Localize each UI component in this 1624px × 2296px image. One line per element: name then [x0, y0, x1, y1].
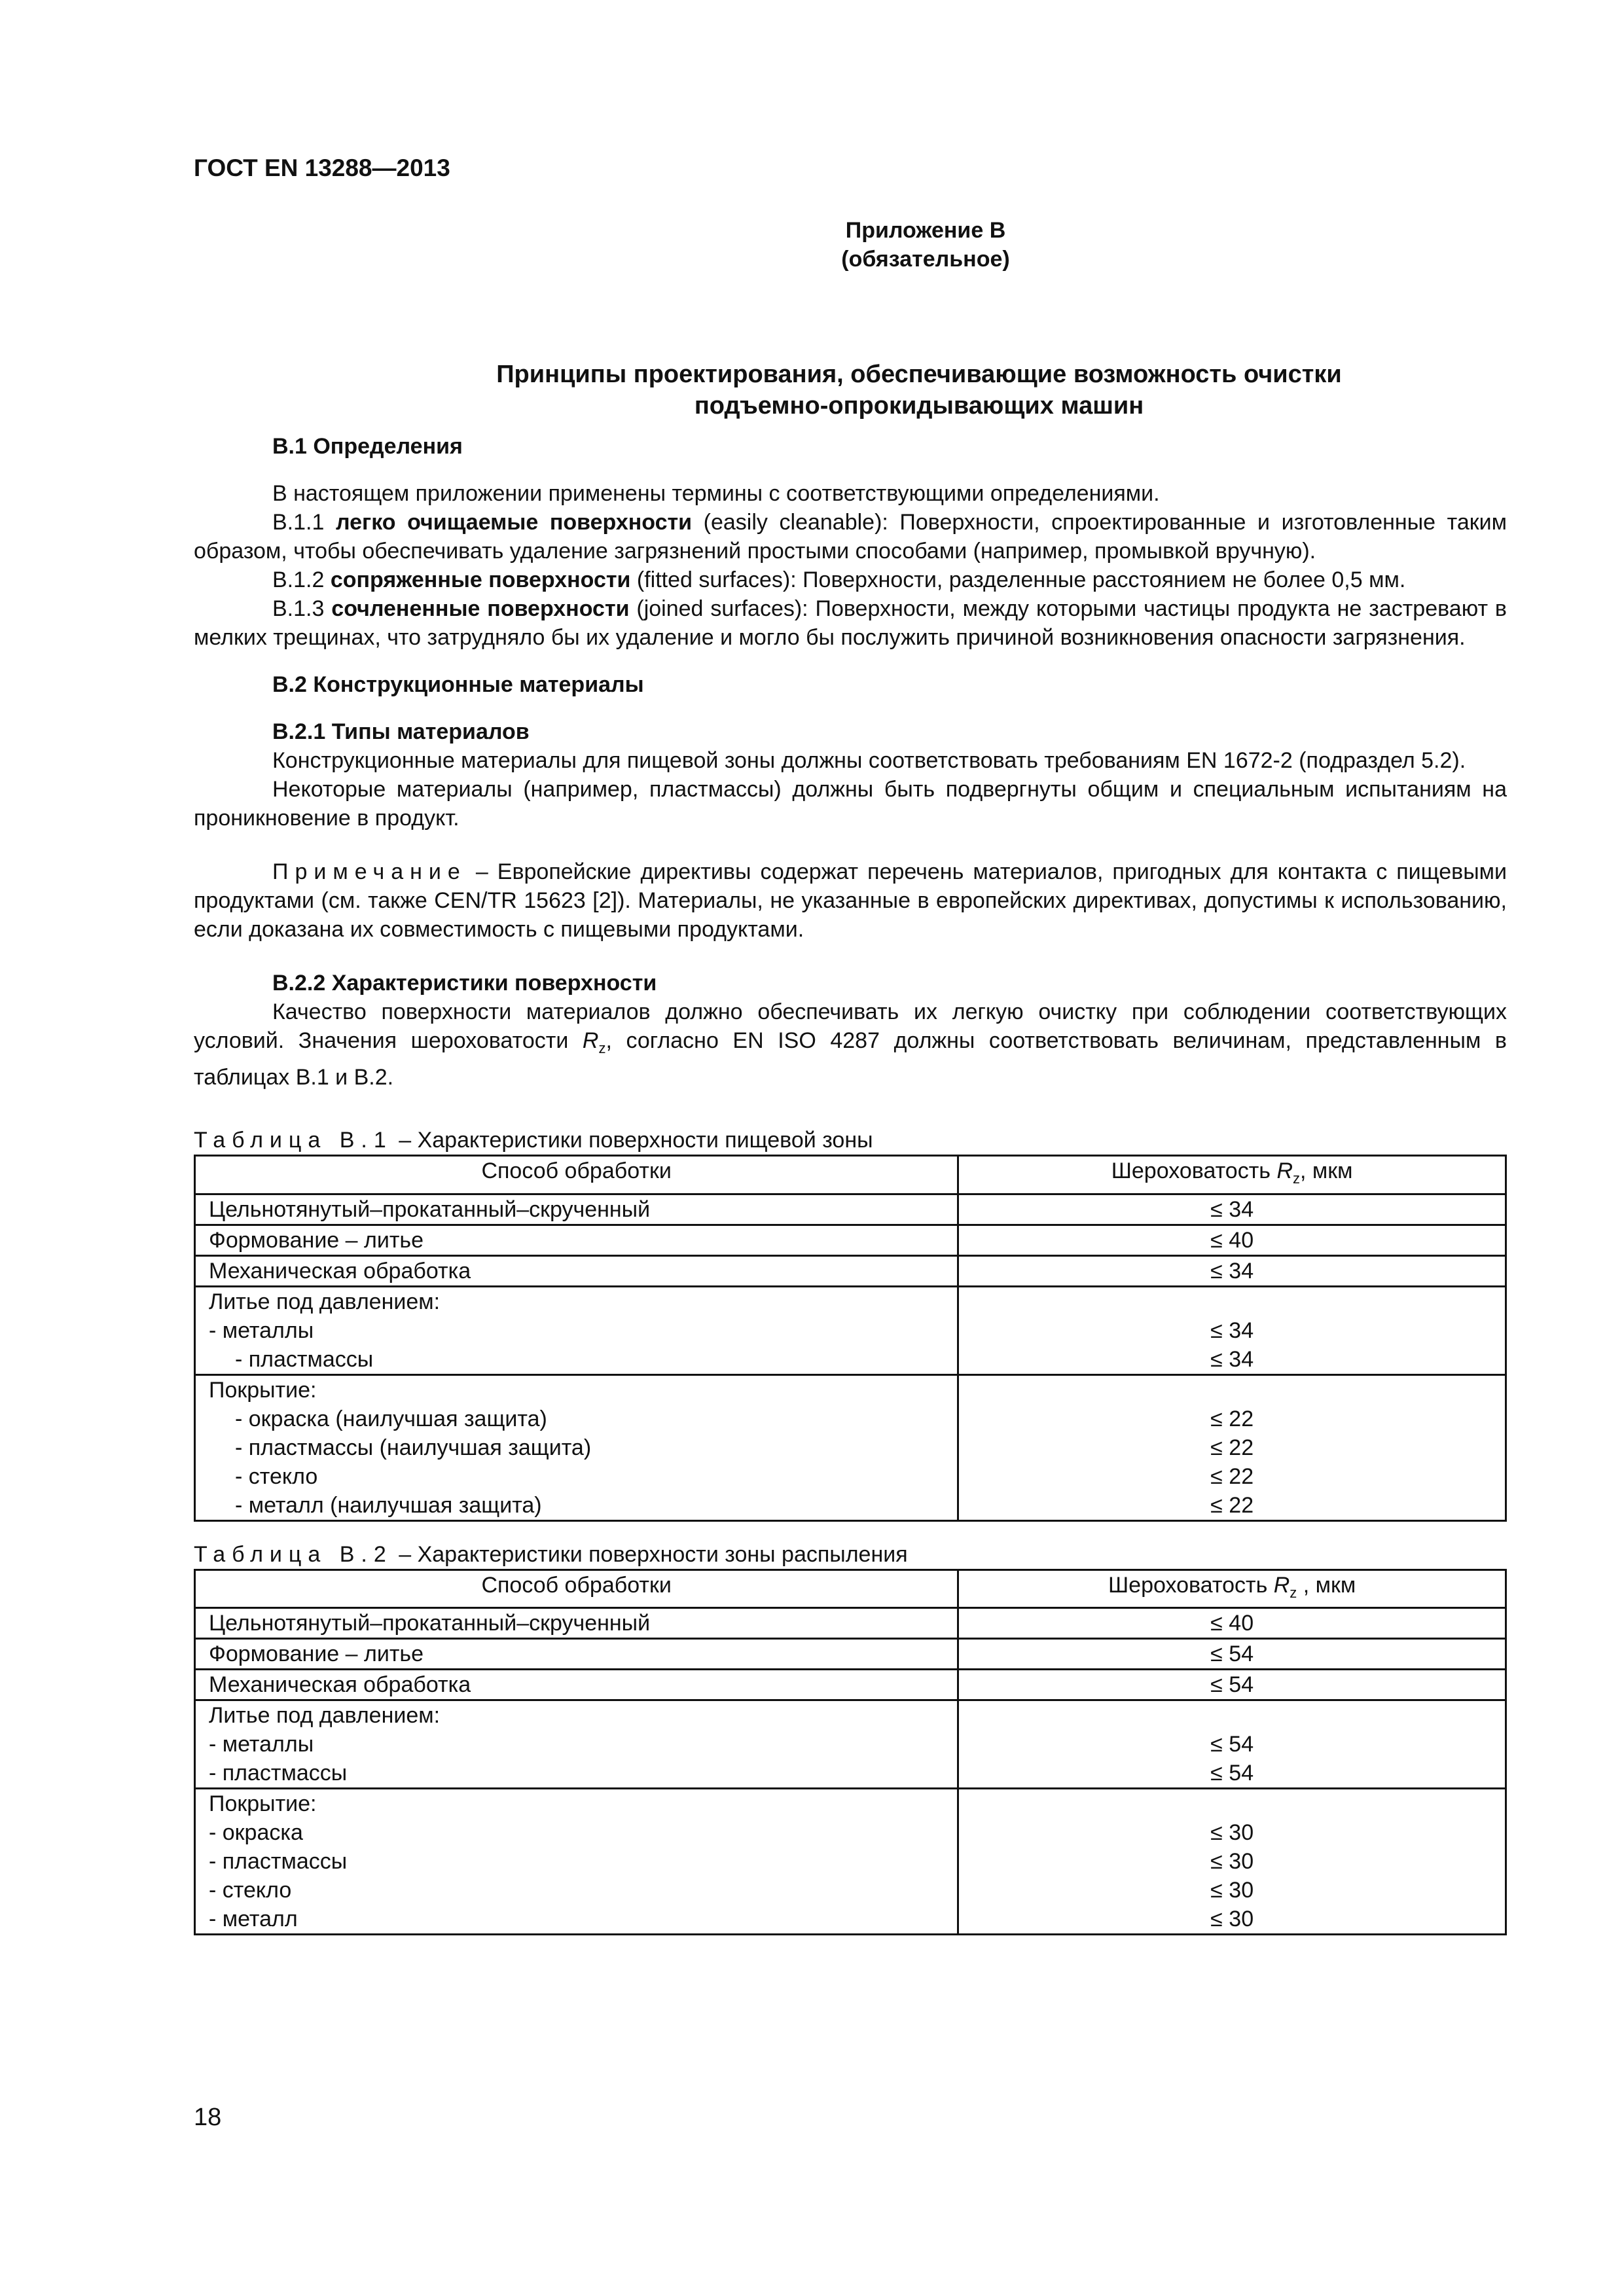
section-title	[194, 359, 1507, 422]
heading-b1: В.1 Определения	[272, 434, 463, 459]
column-header-roughness: Шероховатость $R_z$ , мкм	[958, 1570, 1506, 1608]
heading-b21: В.2.1 Типы материалов	[272, 719, 530, 744]
document-body	[194, 432, 1507, 1935]
term-joined-surfaces: сочлененные поверхности	[331, 596, 630, 621]
table-row: Покрытие: - окраска (наилучшая защита) - пластмассы (наилучшая защита) - стекло - металл (наилучшая защита) ≤ 22 ≤ 22 ≤ 22 ≤ 22	[195, 1374, 1506, 1520]
paragraph-materials: Конструкционные материалы для пищевой зоны должны соответствовать требованиям EN 1672-2 (подраздел 5.2).	[272, 748, 1466, 773]
definition-b12: В.1.2 сопряженные поверхности (fitted surfaces): Поверхности, разделенные расстоянием не более 0,5 мм.	[272, 567, 1406, 592]
table-b2	[194, 1569, 1507, 1936]
table-row: Формование – литье ≤ 54	[195, 1639, 1506, 1670]
column-header-roughness: Шероховатость $R_z$, мкм	[958, 1155, 1506, 1194]
note-label: Примечание	[272, 859, 467, 884]
table-b2-caption: Таблица В.2 – Характеристики поверхности зоны распыления	[194, 1541, 908, 1567]
definition-b13: В.1.3 сочлененные поверхности (joined surfaces): Поверхности, между которыми частицы продукта не застревают в мелких трещинах, что затрудняло бы их удаление и могло бы послужить причиной возникновения опасности загрязнения.	[194, 596, 1507, 650]
heading-b2: В.2 Конструкционные материалы	[272, 672, 644, 697]
table-row: Цельнотянутый–прокатанный–скрученный ≤ 34	[195, 1194, 1506, 1225]
definitions-intro: В настоящем приложении применены термины с соответствующими определениями.	[272, 481, 1160, 506]
standard-header: ГОСТ EN 13288—2013	[194, 154, 450, 181]
paragraph-plastics: Некоторые материалы (например, пластмассы) должны быть подвергнуты общим и специальным испытаниям на проникновение в продукт.	[194, 777, 1507, 831]
table-row: Цельнотянутый–прокатанный–скрученный ≤ 40	[195, 1608, 1506, 1639]
table-row: Формование – литье ≤ 40	[195, 1225, 1506, 1255]
note: Примечание – Европейские директивы содержат перечень материалов, пригодных для контакта с пищевыми продуктами (см. также CEN/TR 15623 [2]). Материалы, не указанные в европейских директивах, допустимы к использованию, если доказана их совместимость с пищевыми продуктами.	[194, 859, 1507, 942]
table-b1	[194, 1155, 1507, 1522]
definition-b11: В.1.1 легко очищаемые поверхности (easily cleanable): Поверхности, спроектированные и изготовленные таким образом, чтобы обеспечивать удаление загрязнений простыми способами (например, промывкой вручную).	[194, 510, 1507, 564]
term-fitted-surfaces: сопряженные поверхности	[330, 567, 631, 592]
term-easily-cleanable: легко очищаемые поверхности	[335, 510, 693, 535]
appendix-status: (обязательное)	[841, 247, 1010, 272]
table-row: Литье под давлением: - металлы - пластмассы ≤ 54 ≤ 54	[195, 1700, 1506, 1789]
table-row: Литье под давлением: - металлы - пластмассы ≤ 34 ≤ 34	[195, 1286, 1506, 1374]
table-header-row	[195, 1155, 1506, 1194]
table-row: Покрытие: - окраска - пластмассы - стекло - металл ≤ 30 ≤ 30 ≤ 30 ≤ 30	[195, 1789, 1506, 1935]
paragraph-surface: Качество поверхности материалов должно обеспечивать их легкую очистку при соблюдении соответствующих условий. Значения шероховатости $R_z$, согласно EN ISO 4287 должны соответствовать величинам, представленным в таблицах В.1 и В.2.	[194, 999, 1507, 1090]
heading-b22: В.2.2 Характеристики поверхности	[272, 971, 657, 996]
appendix-title: Приложение В	[845, 218, 1006, 243]
table-header-row	[195, 1570, 1506, 1608]
title-line-2: подъемно-опрокидывающих машин	[694, 392, 1144, 420]
table-b1-caption: Таблица В.1 – Характеристики поверхности пищевой зоны	[194, 1127, 873, 1153]
table-row: Механическая обработка ≤ 34	[195, 1255, 1506, 1286]
title-line-1: Принципы проектирования, обеспечивающие возможность очистки	[496, 361, 1342, 388]
appendix-label	[194, 216, 1507, 274]
table-row: Механическая обработка ≤ 54	[195, 1670, 1506, 1700]
page-number: 18	[194, 2104, 222, 2131]
column-header-method: Способ обработки	[195, 1570, 958, 1608]
column-header-method: Способ обработки	[195, 1155, 958, 1194]
